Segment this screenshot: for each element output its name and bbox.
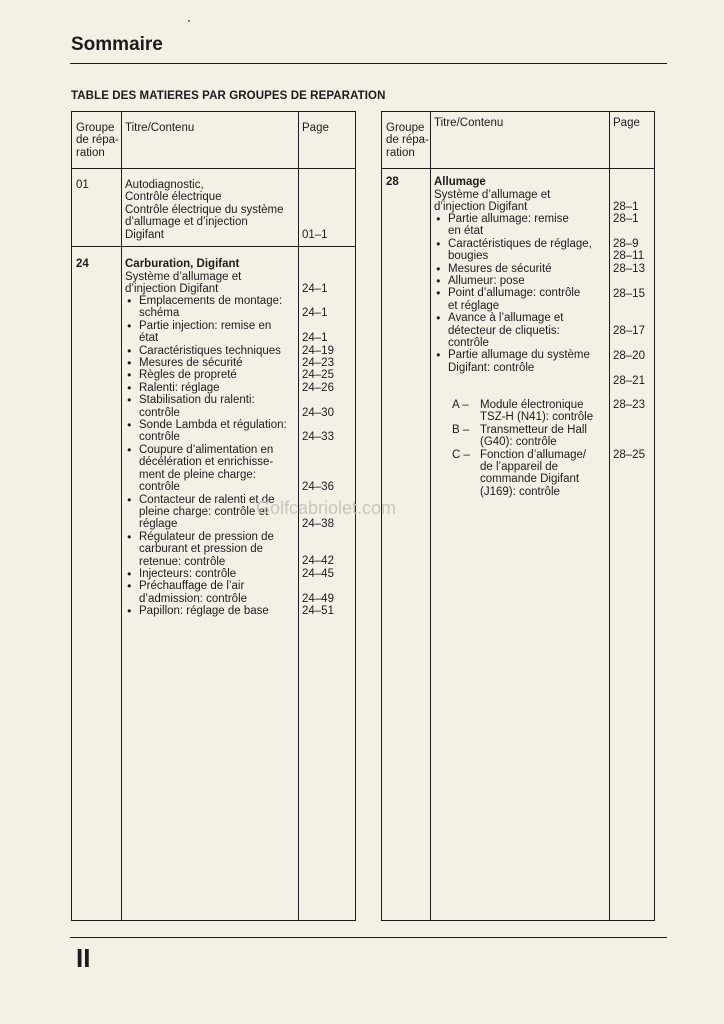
sub-list-item xyxy=(452,424,612,449)
page-column-values: 28–1 28–1 28–9 28–11 28–13 28–15 28–17 28–20 28–21 28–23 28–25 xyxy=(613,200,645,461)
column-header-group: Groupe de répa- ration xyxy=(386,122,429,159)
list-item: ● Emplacements de montage: schéma xyxy=(125,295,301,320)
row-divider xyxy=(72,246,355,247)
column-header-page: Page xyxy=(613,117,640,129)
group-content: Autodiagnostic, Contrôle électrique Contrôle électrique du système d’allumage et d’injection Digifant xyxy=(125,179,284,241)
item-list xyxy=(125,295,301,618)
group-intro: Système d’allumage et d’injection Digifant xyxy=(434,188,551,213)
column-header-title: Titre/Contenu xyxy=(434,117,504,129)
header-divider xyxy=(382,168,654,169)
header-rule xyxy=(70,63,667,64)
list-item: ● Point d’allumage: contrôle et réglage xyxy=(434,287,612,312)
group-heading: Allumage xyxy=(434,176,486,188)
list-item: ● Caractéristiques de réglage, bougies xyxy=(434,238,612,263)
column-divider xyxy=(121,112,122,920)
page-column-values: 24–1 24–1 24–1 24–19 24–23 24–25 24–26 24–30 24–33 24–36 24–38 24–42 24–45 24–49 24–51 xyxy=(302,282,334,618)
column-divider xyxy=(430,112,431,920)
group-page: 01–1 xyxy=(302,229,328,241)
list-item: ● Mesures de sécurité xyxy=(434,263,612,275)
page-number: II xyxy=(76,943,91,973)
list-item: ● Mesures de sécurité xyxy=(125,357,301,369)
list-item: ● Régulateur de pression de carburant et pression de retenue: contrôle xyxy=(125,531,301,568)
column-header-group: Groupe de répa- ration xyxy=(76,122,119,159)
toc-table-right xyxy=(381,111,655,921)
list-item: ● Ralenti: réglage xyxy=(125,382,301,394)
group-number: 01 xyxy=(76,179,89,191)
list-item: ● Sonde Lambda et régulation: contrôle xyxy=(125,419,301,444)
sub-item-text: Transmetteur de Hall (G40): contrôle xyxy=(480,423,587,449)
sub-item-list xyxy=(452,399,612,498)
list-item: ● Contacteur de ralenti et de pleine charge: contrôle et réglage xyxy=(125,494,301,531)
watermark: Golfcabriolet.com xyxy=(256,498,397,518)
page-title: Sommaire xyxy=(71,34,163,55)
group-intro: Système d’allumage et d’injection Digifant xyxy=(125,270,242,295)
header-divider xyxy=(72,168,355,169)
list-item: ● Stabilisation du ralenti: contrôle xyxy=(125,394,301,419)
list-item: ● Partie allumage: remise en état xyxy=(434,213,612,238)
group-heading: Carburation, Digifant xyxy=(125,258,240,270)
list-item: ● Partie allumage du système Digifant: contrôle xyxy=(434,349,612,374)
toc-heading: TABLE DES MATIERES PAR GROUPES DE REPARATION xyxy=(71,90,386,102)
list-item: ● Règles de propreté xyxy=(125,369,301,381)
sub-item-letter: A – xyxy=(452,399,469,411)
sub-list-item xyxy=(452,449,612,499)
list-item: ● Caractéristiques techniques xyxy=(125,345,301,357)
list-item: ● Coupure d’alimentation en décélération et enrichisse- ment de pleine charge: contrôle xyxy=(125,444,301,494)
list-item: ● Allumeur: pose xyxy=(434,275,612,287)
list-item: ● Papillon: réglage de base xyxy=(125,605,301,617)
list-item: ● Préchauffage de l’air d’admission: contrôle xyxy=(125,580,301,605)
column-header-page: Page xyxy=(302,122,329,134)
footer-rule xyxy=(70,937,667,938)
group-number: 28 xyxy=(386,176,399,188)
speck xyxy=(188,20,190,22)
list-item: ● Injecteurs: contrôle xyxy=(125,568,301,580)
item-list xyxy=(434,213,612,374)
column-header-title: Titre/Contenu xyxy=(125,122,195,134)
sub-item-letter: C – xyxy=(452,448,470,461)
group-number: 24 xyxy=(76,258,89,270)
sub-item-letter: B – xyxy=(452,423,470,436)
sub-item-text: Fonction d’allumage/ de l’appareil de commande Digifant (J169): contrôle xyxy=(480,448,587,498)
list-item: ● Partie injection: remise en état xyxy=(125,320,301,345)
sub-item-text: Module électronique TSZ-H (N41): contrôle xyxy=(480,399,594,424)
list-item: ● Avance à l’allumage et détecteur de cliquetis: contrôle xyxy=(434,312,612,349)
sub-list-item xyxy=(452,399,612,424)
